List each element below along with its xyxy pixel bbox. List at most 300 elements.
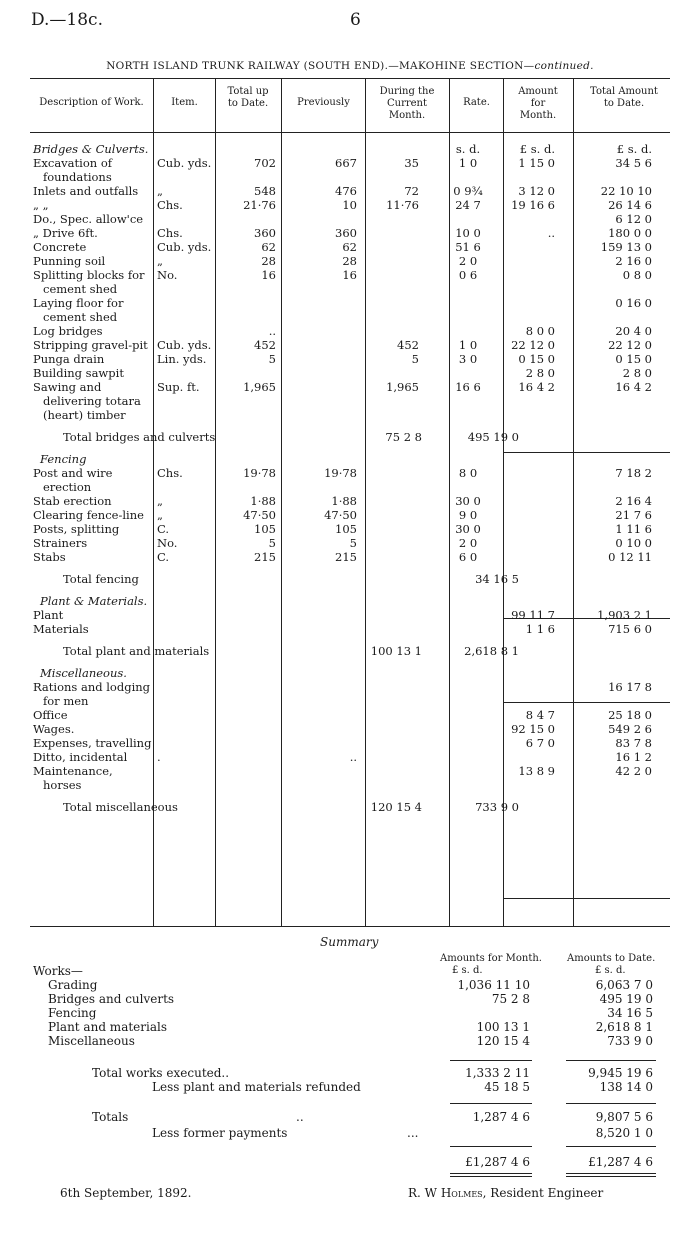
total-row — [0, 644, 700, 658]
row-current-month — [365, 226, 433, 240]
total-row — [0, 430, 700, 444]
row-total-to-date — [215, 722, 281, 736]
row-total-to-date: 28 — [261, 254, 276, 268]
table-row — [0, 254, 700, 268]
row-item: Chs. — [157, 226, 183, 240]
row-amount-month — [503, 680, 557, 708]
column-header-rate: Rate. — [463, 97, 490, 108]
row-item: Chs. — [157, 466, 183, 480]
row-total-to-date — [215, 680, 281, 708]
row-total-to-date — [215, 212, 281, 226]
row-total-to-date — [215, 142, 281, 156]
row-total-amount: 2 16 4 — [615, 494, 652, 508]
row-total-amount: 0 12 11 — [608, 550, 652, 564]
row-item: C. — [157, 550, 170, 564]
row-description: Laying floor for cement shed — [33, 296, 124, 324]
row-total-amount: 2 8 0 — [622, 366, 652, 380]
row-amount-month: 120 15 4 — [370, 800, 422, 814]
row-description: Do., Spec. allow'ce — [33, 212, 144, 226]
row-current-month: 72 — [404, 184, 419, 198]
row-previously: 360 — [335, 226, 357, 240]
row-description: Concrete — [33, 240, 87, 254]
row-amount-month: 1 15 0 — [518, 156, 555, 170]
row-current-month — [365, 708, 433, 722]
summary-item-row — [0, 978, 700, 992]
row-total-to-date: 16 — [261, 268, 276, 282]
row-amount-month: 22 12 0 — [511, 338, 555, 352]
row-description: Materials — [33, 622, 89, 636]
row-rate: 30 0 — [455, 494, 481, 508]
row-current-month — [365, 622, 433, 636]
title-suffix: continued. — [534, 60, 594, 72]
section-heading-row — [0, 666, 700, 680]
row-amount-month: 13 8 9 — [518, 764, 555, 778]
row-current-month: 5 — [411, 352, 419, 366]
row-amount-month: 99 11 7 — [511, 608, 555, 622]
summary-item-month: 120 15 4 — [476, 1034, 530, 1048]
row-total-amount: 2,618 8 1 — [464, 644, 519, 658]
row-previously — [281, 722, 365, 736]
row-total-amount: 549 2 6 — [608, 722, 652, 736]
summary-item-date: 34 16 5 — [607, 1006, 653, 1020]
table-row — [0, 750, 700, 764]
row-description: Stabs — [33, 550, 66, 564]
row-description: Strainers — [33, 536, 88, 550]
row-description: Expenses, travelling — [33, 736, 152, 750]
table-row — [0, 198, 700, 212]
summary-month-value: 1,333 2 11 — [465, 1066, 530, 1080]
row-rate — [433, 680, 503, 708]
row-current-month — [365, 522, 433, 536]
leader-dots: ... — [407, 1126, 419, 1140]
row-rate: 0 6 — [458, 268, 478, 282]
table-row — [0, 522, 700, 536]
row-item — [154, 708, 215, 722]
summary-total-executed — [0, 1066, 700, 1080]
summary-date-value: 9,945 19 6 — [588, 1066, 653, 1080]
row-current-month: 11·76 — [386, 198, 419, 212]
row-item — [154, 366, 215, 380]
summary-item-date: 495 19 0 — [599, 992, 653, 1006]
row-rate: 1 0 — [458, 338, 478, 352]
footer-date: 6th September, 1892. — [60, 1186, 192, 1200]
row-rate — [433, 736, 503, 750]
summary-item-month: 100 13 1 — [476, 1020, 530, 1034]
row-current-month — [365, 466, 433, 494]
row-current-month — [365, 268, 433, 296]
row-total-amount: 22 12 0 — [608, 338, 652, 352]
row-amount-month: 19 16 6 — [511, 198, 555, 212]
row-description: Clearing fence-line — [33, 508, 144, 522]
row-rate: 16 6 — [455, 380, 481, 394]
row-rate — [433, 750, 503, 764]
summary-item-month: 75 2 8 — [491, 992, 530, 1006]
table-row — [0, 708, 700, 722]
row-description: „ „ — [33, 198, 49, 212]
row-total-amount — [557, 666, 657, 680]
row-amount-month — [503, 240, 557, 254]
table-row — [0, 550, 700, 564]
row-item — [154, 722, 215, 736]
row-previously: 19·78 — [324, 466, 357, 480]
row-previously — [281, 338, 365, 352]
row-total-to-date: 1·88 — [250, 494, 276, 508]
row-description: Punning soil — [33, 254, 106, 268]
row-item — [154, 594, 215, 608]
row-item: No. — [157, 268, 178, 282]
row-amount-month: .. — [547, 226, 555, 240]
row-description: Fencing — [40, 452, 87, 466]
row-item — [154, 666, 215, 680]
row-rate — [433, 622, 503, 636]
row-previously: 476 — [335, 184, 357, 198]
row-total-to-date: 5 — [268, 352, 276, 366]
row-rate: s. d. — [455, 142, 481, 156]
row-amount-month — [503, 452, 557, 466]
row-total-amount: 16 4 2 — [615, 380, 652, 394]
table-row — [0, 352, 700, 366]
summary-double-rule — [566, 1176, 656, 1177]
column-header-amount-month: Amount for Month. — [518, 86, 558, 121]
table-row — [0, 380, 700, 422]
row-current-month — [365, 494, 433, 508]
row-current-month: 35 — [404, 156, 419, 170]
row-rate: 8 0 — [458, 466, 478, 480]
row-previously — [281, 142, 365, 156]
row-previously: 28 — [342, 254, 357, 268]
table-row — [0, 226, 700, 240]
row-previously — [281, 622, 365, 636]
summary-final — [0, 1155, 700, 1169]
row-description: Miscellaneous. — [40, 666, 127, 680]
row-previously — [281, 680, 365, 708]
row-current-month: 1,965 — [386, 380, 419, 394]
row-amount-month — [503, 466, 557, 494]
row-current-month — [365, 324, 433, 338]
row-rate: 6 0 — [458, 550, 478, 564]
row-current-month — [365, 240, 433, 254]
summary-item-label: Miscellaneous — [48, 1034, 135, 1048]
row-previously: 62 — [342, 240, 357, 254]
row-description: Splitting blocks for cement shed — [33, 268, 145, 296]
row-description: Plant & Materials. — [40, 594, 148, 608]
row-total-amount: £ s. d. — [616, 142, 652, 156]
row-current-month — [365, 508, 433, 522]
row-total-amount: 180 0 0 — [608, 226, 652, 240]
section-heading-row — [0, 594, 700, 608]
summary-header-month: Amounts for Month. — [440, 953, 542, 964]
row-rate — [433, 366, 503, 380]
row-total-to-date: .. — [268, 324, 276, 338]
summary-label: Less former payments — [152, 1126, 288, 1140]
row-rate — [433, 708, 503, 722]
summary-title: Summary — [320, 935, 379, 949]
row-total-to-date: 5 — [268, 536, 276, 550]
summary-item-label: Fencing — [48, 1006, 97, 1020]
row-total-amount — [557, 594, 657, 608]
row-total-amount: 1,903 2 1 — [597, 608, 652, 622]
table-row — [0, 680, 700, 708]
row-total-amount: 83 7 8 — [615, 736, 652, 750]
column-header-previously: Previously — [297, 97, 350, 108]
row-total-amount: 42 2 0 — [615, 764, 652, 778]
column-header-total-amount: Total Amount to Date. — [590, 86, 658, 109]
row-total-amount: 0 15 0 — [615, 352, 652, 366]
row-item: Lin. yds. — [157, 352, 207, 366]
row-total-to-date: 62 — [261, 240, 276, 254]
row-total-to-date: 105 — [254, 522, 276, 536]
row-rate: 1 0 — [458, 156, 478, 170]
summary-rule — [450, 1103, 532, 1104]
column-header-item: Item. — [171, 97, 198, 108]
row-current-month — [365, 764, 433, 792]
summary-item-row — [0, 1034, 700, 1048]
row-total-amount: 6 12 0 — [615, 212, 652, 226]
row-amount-month — [370, 572, 424, 586]
row-total-amount: 20 4 0 — [615, 324, 652, 338]
row-rate — [433, 594, 503, 608]
row-total-to-date: 548 — [254, 184, 276, 198]
column-header-total: Total up to Date. — [227, 86, 269, 109]
row-item: Sup. ft. — [157, 380, 200, 394]
row-previously — [281, 366, 365, 380]
row-item: . — [157, 750, 161, 764]
row-current-month — [365, 666, 433, 680]
summary-month-value: 45 18 5 — [484, 1080, 530, 1094]
row-item: Cub. yds. — [157, 240, 212, 254]
row-previously — [281, 212, 365, 226]
row-description: Post and wire erection — [33, 466, 113, 494]
row-description: Stripping gravel-pit — [33, 338, 148, 352]
table-row — [0, 764, 700, 792]
row-item — [154, 622, 215, 636]
row-amount-month: 2 8 0 — [525, 366, 555, 380]
row-item — [154, 452, 215, 466]
summary-rule — [450, 1146, 532, 1147]
signature-name: R. W Holmes — [408, 1186, 483, 1200]
summary-item-date: 6,063 7 0 — [595, 978, 653, 992]
summary-item-row — [0, 1006, 700, 1020]
column-header-during: During the Current Month. — [379, 86, 435, 121]
row-total-amount: 2 16 0 — [615, 254, 652, 268]
summary-final-month: £1,287 4 6 — [465, 1155, 530, 1169]
row-rate — [433, 666, 503, 680]
summary-date-value: 9,807 5 6 — [595, 1110, 653, 1124]
row-amount-month — [503, 666, 557, 680]
summary-item-month: 1,036 11 10 — [457, 978, 530, 992]
table-row — [0, 268, 700, 296]
row-total-to-date: 452 — [254, 338, 276, 352]
summary-label: Totals — [92, 1110, 129, 1124]
row-item: „ — [157, 254, 163, 268]
row-previously — [281, 736, 365, 750]
row-current-month — [365, 142, 433, 156]
summary-totals — [0, 1110, 700, 1124]
table-row — [0, 508, 700, 522]
table-row — [0, 184, 700, 198]
row-rate — [433, 764, 503, 792]
row-current-month — [365, 212, 433, 226]
subtotal-rule — [503, 898, 670, 899]
table-row — [0, 324, 700, 338]
summary-rule — [566, 1146, 656, 1147]
row-description: Excavation of foundations — [33, 156, 112, 184]
table-row — [0, 366, 700, 380]
document-reference: D.—18c. — [31, 10, 103, 30]
row-previously: 105 — [335, 522, 357, 536]
row-previously — [281, 452, 365, 466]
row-description: Total plant and materials — [63, 644, 210, 658]
row-item — [154, 764, 215, 792]
row-current-month — [365, 254, 433, 268]
row-total-to-date — [215, 452, 281, 466]
row-item: „ — [157, 184, 163, 198]
table-row — [0, 212, 700, 226]
row-total-to-date: 21·76 — [243, 198, 276, 212]
row-current-month — [365, 366, 433, 380]
table-body — [0, 134, 700, 816]
row-total-to-date — [215, 708, 281, 722]
row-rate: 30 0 — [455, 522, 481, 536]
row-total-amount: 26 14 6 — [608, 198, 652, 212]
summary-label: Total works executed.. — [92, 1066, 230, 1080]
row-total-to-date: 360 — [254, 226, 276, 240]
row-total-to-date — [215, 764, 281, 792]
total-row — [0, 572, 700, 586]
row-total-to-date: 1,965 — [243, 380, 276, 394]
row-amount-month: 8 4 7 — [525, 708, 555, 722]
works-label: Works— — [33, 964, 83, 978]
row-rate — [433, 296, 503, 324]
row-total-amount: 0 8 0 — [622, 268, 652, 282]
row-current-month — [365, 722, 433, 736]
row-current-month — [365, 550, 433, 564]
table-row — [0, 608, 700, 622]
summary-date-value: 8,520 1 0 — [595, 1126, 653, 1140]
row-item — [154, 212, 215, 226]
row-description: Wages. — [33, 722, 75, 736]
row-total-amount: 16 1 2 — [615, 750, 652, 764]
section-heading-row — [0, 142, 700, 156]
row-description: Building sawpit — [33, 366, 124, 380]
row-total-to-date: 19·78 — [243, 466, 276, 480]
table-row — [0, 466, 700, 494]
row-previously — [281, 380, 365, 422]
row-amount-month: 92 15 0 — [511, 722, 555, 736]
total-row — [0, 800, 700, 814]
row-rate: 9 0 — [458, 508, 478, 522]
row-previously: 47·50 — [324, 508, 357, 522]
row-total-to-date — [215, 594, 281, 608]
row-rate — [433, 608, 503, 622]
row-current-month — [365, 594, 433, 608]
row-amount-month — [503, 522, 557, 536]
row-rate — [433, 212, 503, 226]
row-rate — [433, 324, 503, 338]
row-description: Ditto, incidental — [33, 750, 128, 764]
row-item — [154, 608, 215, 622]
row-previously — [281, 764, 365, 792]
row-rate: 24 7 — [455, 198, 481, 212]
table-row — [0, 536, 700, 550]
row-amount-month: 8 0 0 — [525, 324, 555, 338]
row-total-to-date: 215 — [254, 550, 276, 564]
table-bottom-rule — [30, 926, 670, 927]
row-amount-month — [503, 508, 557, 522]
summary-month-value: 1,287 4 6 — [472, 1110, 530, 1124]
table-row — [0, 622, 700, 636]
row-total-amount: 34 16 5 — [475, 572, 519, 586]
title-main: NORTH ISLAND TRUNK RAILWAY (SOUTH END).—MAKOHINE SECTION— — [106, 60, 535, 72]
row-previously — [281, 666, 365, 680]
row-current-month — [365, 608, 433, 622]
row-previously: 16 — [342, 268, 357, 282]
row-total-amount: 159 13 0 — [600, 240, 652, 254]
table-header-rule — [30, 132, 670, 133]
row-amount-month — [503, 594, 557, 608]
row-item: No. — [157, 536, 178, 550]
row-amount-month — [503, 536, 557, 550]
row-amount-month: £ s. d. — [519, 142, 555, 156]
summary-item-row — [0, 1020, 700, 1034]
row-description: Total bridges and culverts — [63, 430, 216, 444]
row-previously: .. — [349, 750, 357, 764]
row-item — [154, 736, 215, 750]
row-total-amount: 25 18 0 — [608, 708, 652, 722]
summary-units-date: £ s. d. — [595, 965, 626, 976]
summary-item-row — [0, 992, 700, 1006]
row-description: „ Drive 6ft. — [33, 226, 98, 240]
row-description: Total miscellaneous — [63, 800, 178, 814]
row-item — [154, 142, 215, 156]
summary-units-month: £ s. d. — [452, 965, 483, 976]
row-description: Sawing and delivering totara (heart) timber — [33, 380, 141, 422]
row-amount-month — [503, 550, 557, 564]
row-previously: 5 — [349, 536, 357, 550]
row-rate: 0 9¾ — [453, 184, 483, 198]
row-description: Stab erection — [33, 494, 112, 508]
row-item: Chs. — [157, 198, 183, 212]
row-previously — [281, 324, 365, 338]
column-header-description: Description of Work. — [39, 97, 144, 108]
summary-item-date: 2,618 8 1 — [595, 1020, 653, 1034]
row-total-amount: 1 11 6 — [615, 522, 652, 536]
row-previously: 215 — [335, 550, 357, 564]
row-description: Total fencing — [63, 572, 139, 586]
row-current-month — [365, 680, 433, 708]
row-item: Cub. yds. — [157, 156, 212, 170]
row-total-amount: 715 6 0 — [608, 622, 652, 636]
table-row — [0, 494, 700, 508]
row-previously: 10 — [342, 198, 357, 212]
row-total-to-date — [215, 608, 281, 622]
row-total-to-date: 702 — [254, 156, 276, 170]
row-amount-month — [503, 494, 557, 508]
footer-signature — [408, 1186, 603, 1200]
row-amount-month: 0 15 0 — [518, 352, 555, 366]
row-amount-month — [503, 212, 557, 226]
row-total-amount: 22 10 10 — [600, 184, 652, 198]
row-item: „ — [157, 494, 163, 508]
row-rate: 51 6 — [455, 240, 481, 254]
row-current-month — [365, 750, 433, 764]
row-item — [154, 680, 215, 708]
summary-item-label: Plant and materials — [48, 1020, 167, 1034]
row-total-amount: 0 10 0 — [615, 536, 652, 550]
page-number: 6 — [350, 10, 361, 30]
summary-double-rule — [450, 1173, 532, 1174]
row-total-to-date: 47·50 — [243, 508, 276, 522]
